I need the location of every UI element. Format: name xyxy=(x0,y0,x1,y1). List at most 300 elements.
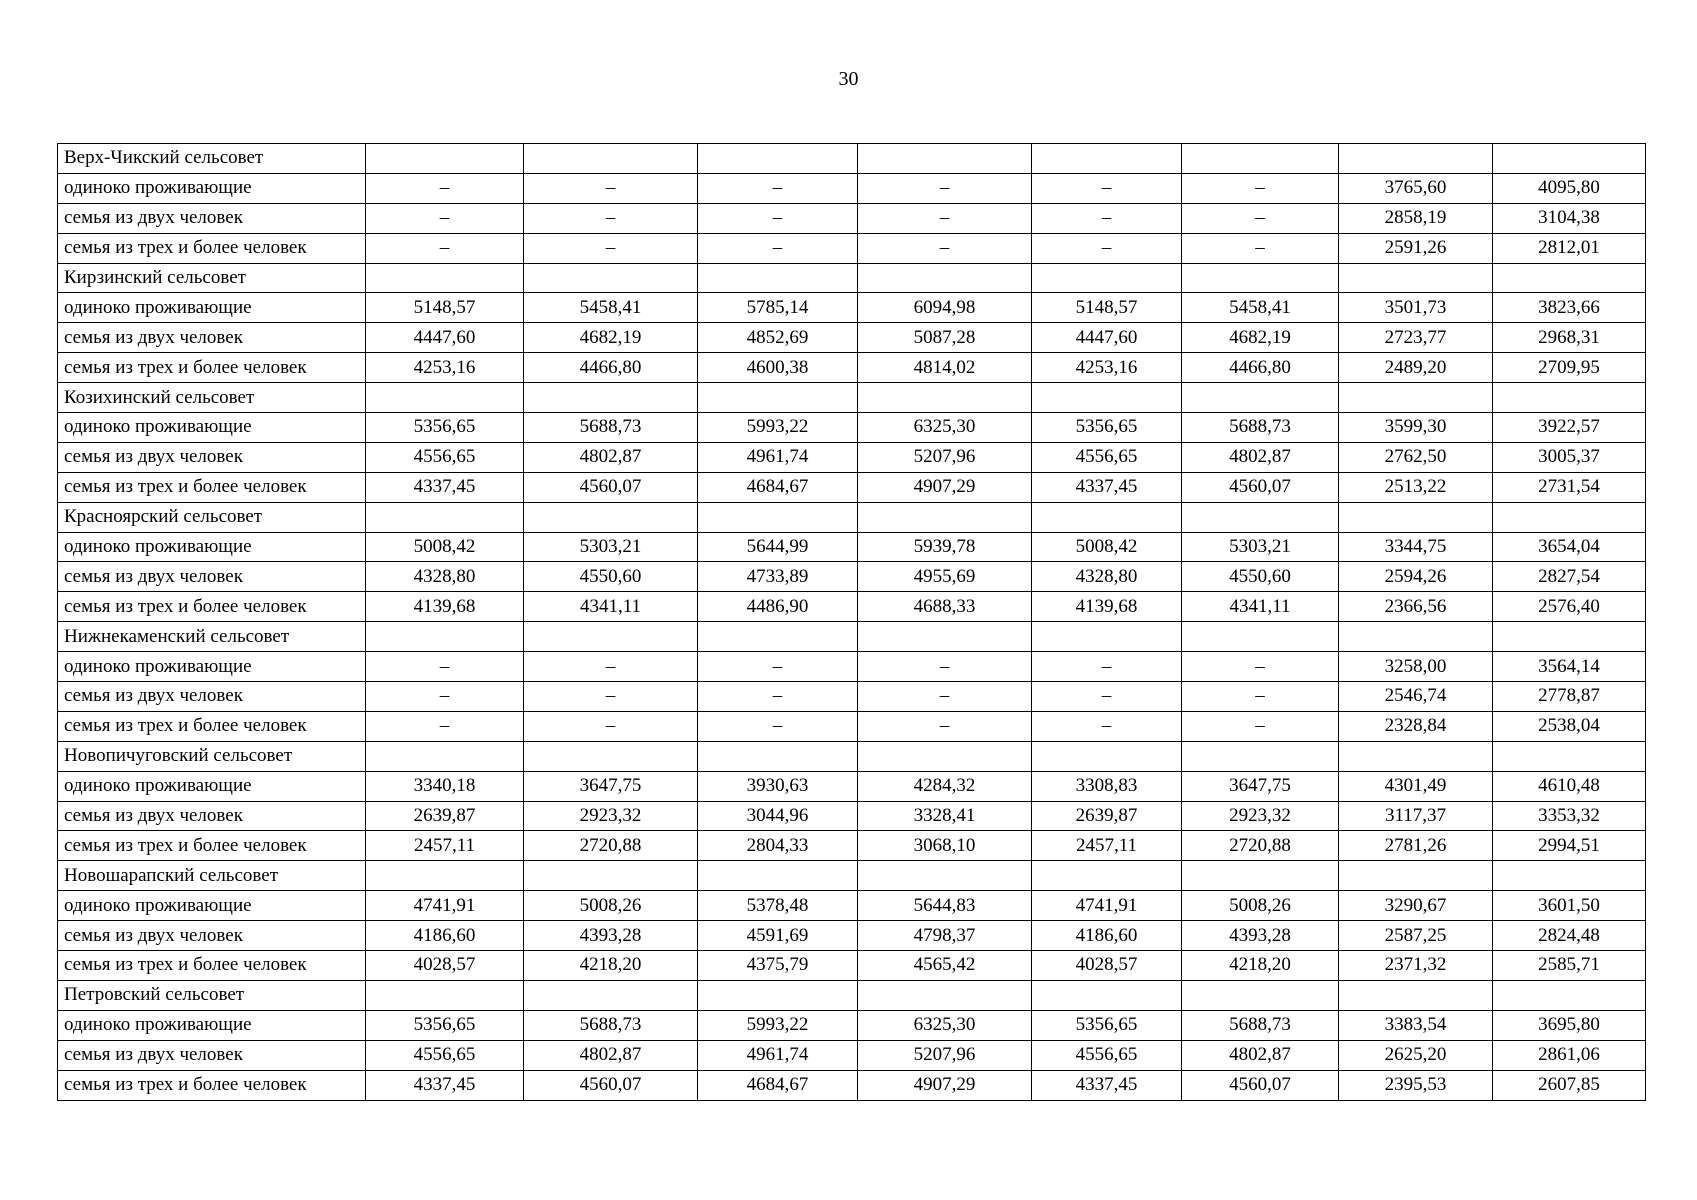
value-cell: 4139,68 xyxy=(1032,592,1182,622)
empty-cell xyxy=(524,383,698,413)
value-cell: – xyxy=(858,711,1032,741)
value-cell: 2778,87 xyxy=(1493,682,1646,712)
value-cell: 4798,37 xyxy=(858,921,1032,951)
empty-cell xyxy=(524,263,698,293)
table-row xyxy=(58,293,1646,323)
group-name-cell: Кирзинский сельсовет xyxy=(58,263,366,293)
empty-cell xyxy=(1493,861,1646,891)
row-label-cell: семья из двух человек xyxy=(58,682,366,712)
value-cell: 4741,91 xyxy=(366,891,524,921)
value-cell: 4556,65 xyxy=(366,442,524,472)
empty-cell xyxy=(1339,980,1493,1010)
table-row xyxy=(58,353,1646,383)
empty-cell xyxy=(1182,741,1339,771)
value-cell: 5688,73 xyxy=(1182,1010,1339,1040)
value-cell: 4802,87 xyxy=(1182,1040,1339,1070)
row-label-cell: семья из трех и более человек xyxy=(58,472,366,502)
value-cell: 4955,69 xyxy=(858,562,1032,592)
group-header-row xyxy=(58,502,1646,532)
value-cell: 4253,16 xyxy=(1032,353,1182,383)
value-cell: 4684,67 xyxy=(698,1070,858,1100)
value-cell: 3599,30 xyxy=(1339,413,1493,443)
value-cell: 2709,95 xyxy=(1493,353,1646,383)
group-name-cell: Новошарапский сельсовет xyxy=(58,861,366,891)
empty-cell xyxy=(1493,383,1646,413)
empty-cell xyxy=(524,502,698,532)
value-cell: 4560,07 xyxy=(1182,472,1339,502)
table-row xyxy=(58,652,1646,682)
value-cell: 4688,33 xyxy=(858,592,1032,622)
row-label-cell: семья из двух человек xyxy=(58,203,366,233)
value-cell: 2457,11 xyxy=(366,831,524,861)
value-cell: 5303,21 xyxy=(1182,532,1339,562)
group-header-row xyxy=(58,622,1646,652)
row-label-cell: семья из трех и более человек xyxy=(58,951,366,981)
table-row xyxy=(58,801,1646,831)
value-cell: 4550,60 xyxy=(524,562,698,592)
value-cell: 2371,32 xyxy=(1339,951,1493,981)
empty-cell xyxy=(1493,502,1646,532)
row-label-cell: одиноко проживающие xyxy=(58,652,366,682)
value-cell: – xyxy=(858,203,1032,233)
value-cell: 3308,83 xyxy=(1032,771,1182,801)
value-cell: – xyxy=(524,682,698,712)
value-cell: – xyxy=(1182,203,1339,233)
table-row xyxy=(58,1070,1646,1100)
table-row xyxy=(58,682,1646,712)
row-label-cell: семья из двух человек xyxy=(58,323,366,353)
value-cell: 5688,73 xyxy=(524,1010,698,1040)
empty-cell xyxy=(1339,383,1493,413)
value-cell: – xyxy=(366,652,524,682)
value-cell: 2861,06 xyxy=(1493,1040,1646,1070)
value-cell: 2804,33 xyxy=(698,831,858,861)
value-cell: – xyxy=(698,711,858,741)
value-cell: 5993,22 xyxy=(698,1010,858,1040)
value-cell: – xyxy=(524,173,698,203)
value-cell: 5644,99 xyxy=(698,532,858,562)
value-cell: 3654,04 xyxy=(1493,532,1646,562)
value-cell: – xyxy=(1182,233,1339,263)
value-cell: 3258,00 xyxy=(1339,652,1493,682)
value-cell: 4328,80 xyxy=(1032,562,1182,592)
value-cell: 2594,26 xyxy=(1339,562,1493,592)
empty-cell xyxy=(1032,144,1182,174)
table-row xyxy=(58,592,1646,622)
value-cell: 6094,98 xyxy=(858,293,1032,323)
row-label-cell: одиноко проживающие xyxy=(58,173,366,203)
row-label-cell: семья из двух человек xyxy=(58,921,366,951)
value-cell: 5356,65 xyxy=(1032,413,1182,443)
group-header-row xyxy=(58,980,1646,1010)
value-cell: 2968,31 xyxy=(1493,323,1646,353)
empty-cell xyxy=(1182,263,1339,293)
row-label-cell: семья из трех и более человек xyxy=(58,711,366,741)
value-cell: 4556,65 xyxy=(366,1040,524,1070)
empty-cell xyxy=(698,502,858,532)
row-label-cell: семья из трех и более человек xyxy=(58,592,366,622)
page-number xyxy=(0,68,1697,91)
value-cell: – xyxy=(524,652,698,682)
group-name-cell: Козихинский сельсовет xyxy=(58,383,366,413)
value-cell: 2625,20 xyxy=(1339,1040,1493,1070)
page-number-text: 30 xyxy=(838,68,859,90)
value-cell: 2489,20 xyxy=(1339,353,1493,383)
empty-cell xyxy=(366,622,524,652)
value-cell: 3601,50 xyxy=(1493,891,1646,921)
value-cell: – xyxy=(858,173,1032,203)
value-cell: 3501,73 xyxy=(1339,293,1493,323)
group-name-cell: Верх-Чикский сельсовет xyxy=(58,144,366,174)
value-cell: 4684,67 xyxy=(698,472,858,502)
table-row xyxy=(58,921,1646,951)
empty-cell xyxy=(858,980,1032,1010)
value-cell: 4447,60 xyxy=(1032,323,1182,353)
value-cell: 3695,80 xyxy=(1493,1010,1646,1040)
empty-cell xyxy=(858,263,1032,293)
value-cell: 3353,32 xyxy=(1493,801,1646,831)
empty-cell xyxy=(366,144,524,174)
value-cell: 2824,48 xyxy=(1493,921,1646,951)
group-header-row xyxy=(58,741,1646,771)
value-cell: 2513,22 xyxy=(1339,472,1493,502)
empty-cell xyxy=(1182,502,1339,532)
table-row xyxy=(58,203,1646,233)
value-cell: 4466,80 xyxy=(1182,353,1339,383)
value-cell: 2546,74 xyxy=(1339,682,1493,712)
row-label-cell: семья из двух человек xyxy=(58,562,366,592)
row-label-cell: семья из трех и более человек xyxy=(58,831,366,861)
empty-cell xyxy=(1182,622,1339,652)
value-cell: 4733,89 xyxy=(698,562,858,592)
empty-cell xyxy=(1032,263,1182,293)
value-cell: 4095,80 xyxy=(1493,173,1646,203)
value-cell: – xyxy=(858,233,1032,263)
row-label-cell: семья из трех и более человек xyxy=(58,353,366,383)
value-cell: – xyxy=(1182,682,1339,712)
value-cell: 5207,96 xyxy=(858,442,1032,472)
value-cell: – xyxy=(1032,652,1182,682)
empty-cell xyxy=(698,383,858,413)
value-cell: 5008,42 xyxy=(366,532,524,562)
value-cell: 4328,80 xyxy=(366,562,524,592)
value-cell: 2827,54 xyxy=(1493,562,1646,592)
empty-cell xyxy=(698,741,858,771)
empty-cell xyxy=(1182,980,1339,1010)
empty-cell xyxy=(1339,263,1493,293)
table-row xyxy=(58,472,1646,502)
value-cell: 5688,73 xyxy=(1182,413,1339,443)
table-row xyxy=(58,891,1646,921)
value-cell: 6325,30 xyxy=(858,413,1032,443)
tariff-table xyxy=(57,143,1646,1101)
empty-cell xyxy=(1182,861,1339,891)
empty-cell xyxy=(1032,502,1182,532)
table-row xyxy=(58,323,1646,353)
value-cell: 2762,50 xyxy=(1339,442,1493,472)
empty-cell xyxy=(366,502,524,532)
value-cell: 4301,49 xyxy=(1339,771,1493,801)
value-cell: 5008,26 xyxy=(1182,891,1339,921)
value-cell: – xyxy=(1182,652,1339,682)
value-cell: 4961,74 xyxy=(698,1040,858,1070)
group-header-row xyxy=(58,861,1646,891)
value-cell: 4341,11 xyxy=(1182,592,1339,622)
value-cell: 5356,65 xyxy=(1032,1010,1182,1040)
empty-cell xyxy=(698,263,858,293)
value-cell: 3922,57 xyxy=(1493,413,1646,443)
value-cell: 4802,87 xyxy=(1182,442,1339,472)
value-cell: – xyxy=(698,203,858,233)
value-cell: 3383,54 xyxy=(1339,1010,1493,1040)
value-cell: 2720,88 xyxy=(1182,831,1339,861)
group-name-cell: Новопичуговский сельсовет xyxy=(58,741,366,771)
value-cell: 4682,19 xyxy=(1182,323,1339,353)
value-cell: 3344,75 xyxy=(1339,532,1493,562)
table-row xyxy=(58,562,1646,592)
value-cell: – xyxy=(1182,173,1339,203)
row-label-cell: одиноко проживающие xyxy=(58,532,366,562)
value-cell: 4802,87 xyxy=(524,442,698,472)
value-cell: 4028,57 xyxy=(1032,951,1182,981)
table-row xyxy=(58,442,1646,472)
value-cell: 3117,37 xyxy=(1339,801,1493,831)
value-cell: 2858,19 xyxy=(1339,203,1493,233)
empty-cell xyxy=(1339,741,1493,771)
value-cell: 4253,16 xyxy=(366,353,524,383)
value-cell: 4337,45 xyxy=(366,472,524,502)
value-cell: 5008,26 xyxy=(524,891,698,921)
empty-cell xyxy=(1032,861,1182,891)
value-cell: – xyxy=(524,233,698,263)
value-cell: 2395,53 xyxy=(1339,1070,1493,1100)
value-cell: 4218,20 xyxy=(524,951,698,981)
value-cell: 4560,07 xyxy=(524,1070,698,1100)
table-body xyxy=(58,144,1646,1101)
empty-cell xyxy=(366,741,524,771)
empty-cell xyxy=(524,144,698,174)
value-cell: – xyxy=(858,652,1032,682)
row-label-cell: семья из двух человек xyxy=(58,1040,366,1070)
value-cell: 4560,07 xyxy=(524,472,698,502)
value-cell: 5785,14 xyxy=(698,293,858,323)
value-cell: 2723,77 xyxy=(1339,323,1493,353)
value-cell: 5303,21 xyxy=(524,532,698,562)
empty-cell xyxy=(1032,622,1182,652)
empty-cell xyxy=(1339,144,1493,174)
value-cell: 2457,11 xyxy=(1032,831,1182,861)
empty-cell xyxy=(1032,383,1182,413)
value-cell: – xyxy=(1032,711,1182,741)
value-cell: 4466,80 xyxy=(524,353,698,383)
value-cell: – xyxy=(366,203,524,233)
value-cell: 3823,66 xyxy=(1493,293,1646,323)
value-cell: 5458,41 xyxy=(524,293,698,323)
value-cell: 2720,88 xyxy=(524,831,698,861)
row-label-cell: одиноко проживающие xyxy=(58,891,366,921)
value-cell: 2576,40 xyxy=(1493,592,1646,622)
table-row xyxy=(58,771,1646,801)
empty-cell xyxy=(858,383,1032,413)
value-cell: 4186,60 xyxy=(1032,921,1182,951)
table-row xyxy=(58,1010,1646,1040)
value-cell: 4393,28 xyxy=(1182,921,1339,951)
empty-cell xyxy=(1182,383,1339,413)
empty-cell xyxy=(524,741,698,771)
table-row xyxy=(58,233,1646,263)
value-cell: – xyxy=(698,173,858,203)
empty-cell xyxy=(1493,263,1646,293)
value-cell: 2366,56 xyxy=(1339,592,1493,622)
empty-cell xyxy=(524,622,698,652)
table-row xyxy=(58,413,1646,443)
empty-cell xyxy=(524,980,698,1010)
value-cell: – xyxy=(366,711,524,741)
value-cell: – xyxy=(524,203,698,233)
value-cell: 4284,32 xyxy=(858,771,1032,801)
empty-cell xyxy=(1493,741,1646,771)
value-cell: – xyxy=(1032,173,1182,203)
value-cell: 4341,11 xyxy=(524,592,698,622)
value-cell: 4028,57 xyxy=(366,951,524,981)
value-cell: 5207,96 xyxy=(858,1040,1032,1070)
value-cell: 4139,68 xyxy=(366,592,524,622)
table-row xyxy=(58,951,1646,981)
value-cell: 5378,48 xyxy=(698,891,858,921)
value-cell: 4741,91 xyxy=(1032,891,1182,921)
value-cell: 3104,38 xyxy=(1493,203,1646,233)
group-name-cell: Красноярский сельсовет xyxy=(58,502,366,532)
value-cell: – xyxy=(366,173,524,203)
value-cell: 4961,74 xyxy=(698,442,858,472)
value-cell: 4337,45 xyxy=(1032,472,1182,502)
value-cell: 5148,57 xyxy=(1032,293,1182,323)
empty-cell xyxy=(1493,144,1646,174)
value-cell: 4393,28 xyxy=(524,921,698,951)
value-cell: 2585,71 xyxy=(1493,951,1646,981)
empty-cell xyxy=(1339,861,1493,891)
empty-cell xyxy=(698,980,858,1010)
group-header-row xyxy=(58,383,1646,413)
value-cell: 5008,42 xyxy=(1032,532,1182,562)
value-cell: 4556,65 xyxy=(1032,1040,1182,1070)
row-label-cell: одиноко проживающие xyxy=(58,1010,366,1040)
row-label-cell: одиноко проживающие xyxy=(58,771,366,801)
empty-cell xyxy=(858,622,1032,652)
row-label-cell: семья из двух человек xyxy=(58,442,366,472)
empty-cell xyxy=(1493,622,1646,652)
value-cell: 2923,32 xyxy=(1182,801,1339,831)
value-cell: 5993,22 xyxy=(698,413,858,443)
group-header-row xyxy=(58,144,1646,174)
table-row xyxy=(58,1040,1646,1070)
value-cell: 4550,60 xyxy=(1182,562,1339,592)
value-cell: 3564,14 xyxy=(1493,652,1646,682)
value-cell: – xyxy=(366,233,524,263)
value-cell: 2328,84 xyxy=(1339,711,1493,741)
empty-cell xyxy=(1182,144,1339,174)
value-cell: 2923,32 xyxy=(524,801,698,831)
value-cell: 4814,02 xyxy=(858,353,1032,383)
value-cell: 4852,69 xyxy=(698,323,858,353)
value-cell: 3068,10 xyxy=(858,831,1032,861)
value-cell: 3765,60 xyxy=(1339,173,1493,203)
empty-cell xyxy=(698,861,858,891)
group-name-cell: Петровский сельсовет xyxy=(58,980,366,1010)
value-cell: – xyxy=(1032,682,1182,712)
value-cell: 5458,41 xyxy=(1182,293,1339,323)
value-cell: 3647,75 xyxy=(524,771,698,801)
value-cell: 2812,01 xyxy=(1493,233,1646,263)
value-cell: 2731,54 xyxy=(1493,472,1646,502)
group-header-row xyxy=(58,263,1646,293)
empty-cell xyxy=(366,861,524,891)
value-cell: 4565,42 xyxy=(858,951,1032,981)
value-cell: – xyxy=(1032,233,1182,263)
value-cell: 6325,30 xyxy=(858,1010,1032,1040)
empty-cell xyxy=(1339,502,1493,532)
value-cell: 4591,69 xyxy=(698,921,858,951)
value-cell: – xyxy=(1032,203,1182,233)
empty-cell xyxy=(858,861,1032,891)
value-cell: – xyxy=(698,233,858,263)
empty-cell xyxy=(858,741,1032,771)
value-cell: 4186,60 xyxy=(366,921,524,951)
value-cell: 4600,38 xyxy=(698,353,858,383)
value-cell: 5688,73 xyxy=(524,413,698,443)
value-cell: – xyxy=(858,682,1032,712)
empty-cell xyxy=(858,144,1032,174)
value-cell: 4337,45 xyxy=(366,1070,524,1100)
value-cell: 3044,96 xyxy=(698,801,858,831)
value-cell: – xyxy=(698,652,858,682)
empty-cell xyxy=(366,263,524,293)
row-label-cell: семья из трех и более человек xyxy=(58,1070,366,1100)
value-cell: – xyxy=(366,682,524,712)
value-cell: 4907,29 xyxy=(858,1070,1032,1100)
table-row xyxy=(58,173,1646,203)
value-cell: 5356,65 xyxy=(366,1010,524,1040)
empty-cell xyxy=(858,502,1032,532)
value-cell: 4556,65 xyxy=(1032,442,1182,472)
value-cell: 2591,26 xyxy=(1339,233,1493,263)
row-label-cell: одиноко проживающие xyxy=(58,293,366,323)
table-row xyxy=(58,831,1646,861)
value-cell: – xyxy=(524,711,698,741)
value-cell: 4375,79 xyxy=(698,951,858,981)
row-label-cell: семья из трех и более человек xyxy=(58,233,366,263)
value-cell: 4682,19 xyxy=(524,323,698,353)
value-cell: 2538,04 xyxy=(1493,711,1646,741)
empty-cell xyxy=(1493,980,1646,1010)
table-row xyxy=(58,711,1646,741)
empty-cell xyxy=(366,383,524,413)
value-cell: 4486,90 xyxy=(698,592,858,622)
value-cell: 5356,65 xyxy=(366,413,524,443)
value-cell: 5087,28 xyxy=(858,323,1032,353)
value-cell: 2781,26 xyxy=(1339,831,1493,861)
empty-cell xyxy=(366,980,524,1010)
empty-cell xyxy=(1032,741,1182,771)
value-cell: 5939,78 xyxy=(858,532,1032,562)
value-cell: 3328,41 xyxy=(858,801,1032,831)
value-cell: 3930,63 xyxy=(698,771,858,801)
empty-cell xyxy=(698,622,858,652)
value-cell: 3340,18 xyxy=(366,771,524,801)
value-cell: 2587,25 xyxy=(1339,921,1493,951)
value-cell: 3290,67 xyxy=(1339,891,1493,921)
value-cell: 2639,87 xyxy=(1032,801,1182,831)
